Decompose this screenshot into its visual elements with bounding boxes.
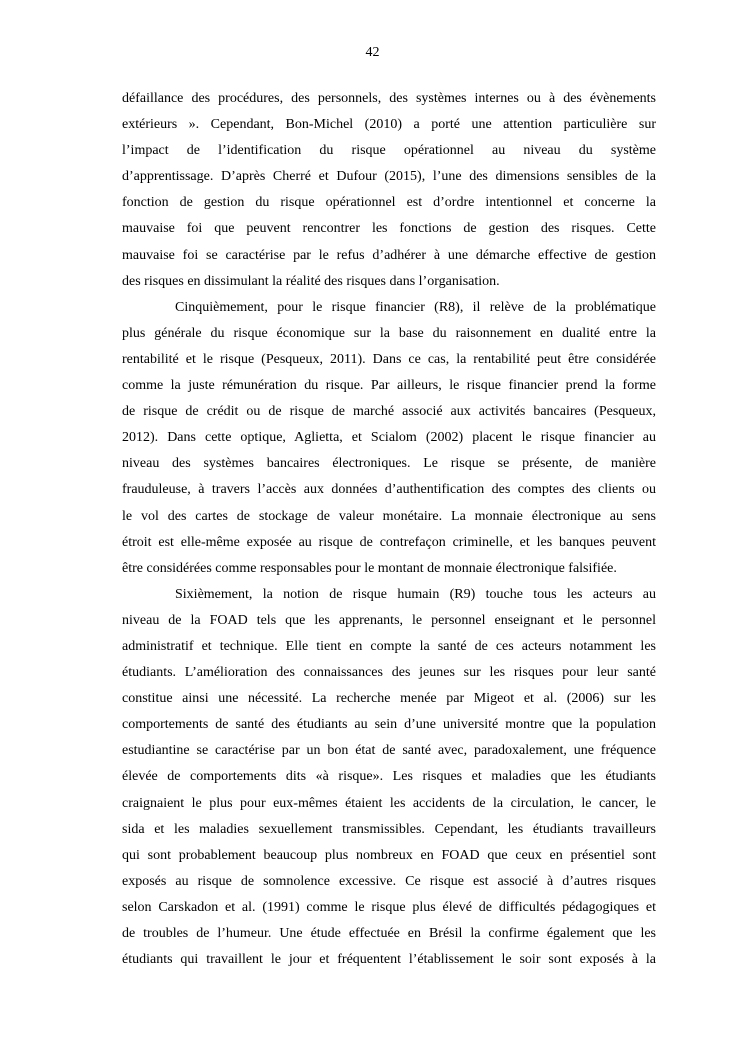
text-line: craignaient le plus pour eux-mêmes étaient les accidents de la circulation, le cancer, le bbox=[122, 795, 656, 811]
text-line: de risque de crédit ou de risque de marché associé aux activités bancaires (Pesqueux, bbox=[122, 404, 656, 420]
text-line: niveau des systèmes bancaires électroniques. Le risque se présente, de manière bbox=[122, 456, 656, 472]
text-line: administratif et technique. Elle tient en compte la santé de ces acteurs notamment les bbox=[122, 638, 656, 654]
text-line: l’impact de l’identification du risque opérationnel au niveau du système bbox=[122, 143, 656, 159]
text-line: étudiants qui travaillent le jour et fréquentent l’établissement le soir sont exposés à la bbox=[122, 952, 656, 968]
text-line: 2012). Dans cette optique, Aglietta, et Scialom (2002) placent le risque financier au bbox=[122, 430, 656, 446]
text-line: plus générale du risque économique sur la base du raisonnement en dualité entre la bbox=[122, 325, 656, 341]
text-line: étroit est elle-même exposée au risque de contrefaçon criminelle, et les banques peuvent bbox=[122, 534, 656, 550]
text-line: rentabilité et le risque (Pesqueux, 2011). Dans ce cas, la rentabilité peut être considérée bbox=[122, 351, 656, 367]
paragraph-operational-risk bbox=[122, 86, 656, 295]
text-line: mauvaise foi que peuvent rencontrer les fonctions de gestion des risques. Cette bbox=[122, 221, 656, 237]
text-line: constitue ainsi une nécessité. La recherche menée par Migeot et al. (2006) sur les bbox=[122, 691, 656, 707]
text-line: le vol des cartes de stockage de valeur monétaire. La monnaie électronique au sens bbox=[122, 508, 656, 524]
document-body bbox=[122, 86, 656, 973]
page-number: 42 bbox=[365, 45, 380, 60]
text-line: d’apprentissage. D’après Cherré et Dufour (2015), l’une des dimensions sensibles de la bbox=[122, 169, 656, 185]
text-line: qui sont probablement beaucoup plus nombreux en FOAD que ceux en présentiel sont bbox=[122, 847, 656, 863]
text-line: mauvaise foi se caractérise par le refus d’adhérer à une démarche effective de gestion bbox=[122, 247, 656, 263]
text-line: comportements de santé des étudiants au sein d’une université montre que la population bbox=[122, 717, 656, 733]
paragraph-financial-risk bbox=[122, 295, 656, 582]
text-line: étudiants. L’amélioration des connaissances des jeunes sur les risques pour leur santé bbox=[122, 665, 656, 681]
text-line: défaillance des procédures, des personnels, des systèmes internes ou à des évènements bbox=[122, 91, 656, 106]
text-line: sida et les maladies sexuellement transmissibles. Cependant, les étudiants travailleurs bbox=[122, 821, 656, 837]
text-line: fonction de gestion du risque opérationnel est d’ordre intentionnel et concerne la bbox=[122, 195, 656, 211]
text-line: Sixièmement, la notion de risque humain (R9) touche tous les acteurs au bbox=[175, 586, 656, 602]
text-line: être considérées comme responsables pour le montant de monnaie électronique falsifiée. bbox=[122, 560, 617, 576]
text-line: des risques en dissimulant la réalité des risques dans l’organisation. bbox=[122, 273, 500, 289]
text-line: de troubles de l’humeur. Une étude effectuée en Brésil la confirme également que les bbox=[122, 926, 656, 941]
text-line: élevée de comportements dits «à risque». Les risques et maladies que les étudiants bbox=[122, 769, 656, 785]
text-line: exposés au risque de somnolence excessive. Ce risque est associé à d’autres risques bbox=[122, 873, 656, 889]
text-line: niveau de la FOAD tels que les apprenants, le personnel enseignant et le personnel bbox=[122, 612, 656, 628]
text-line: comme la juste rémunération du risque. Par ailleurs, le risque financier prend la forme bbox=[122, 378, 656, 394]
text-line: frauduleuse, à travers l’accès aux données d’authentification des comptes des clients ou bbox=[122, 482, 656, 498]
paragraph-human-risk bbox=[122, 582, 656, 973]
text-line: extérieurs ». Cependant, Bon-Michel (2010) a porté une attention particulière sur bbox=[122, 117, 656, 133]
text-line: selon Carskadon et al. (1991) comme le risque plus élevé de difficultés pédagogiques et bbox=[122, 899, 656, 915]
text-line: estudiantine se caractérise par un bon état de santé avec, paradoxalement, une fréquence bbox=[122, 743, 656, 759]
text-line: Cinquièmement, pour le risque financier (R8), il relève de la problématique bbox=[175, 299, 656, 315]
